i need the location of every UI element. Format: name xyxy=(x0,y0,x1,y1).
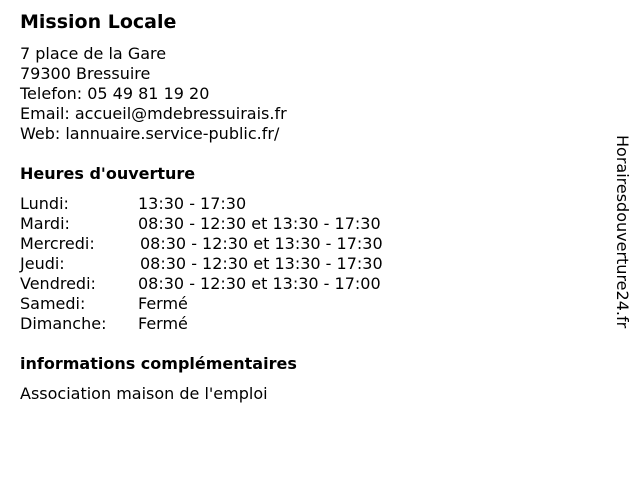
time-value: 13:30 - 17:30 xyxy=(138,194,247,213)
time-value: 08:30 - 12:30 et 13:30 - 17:30 xyxy=(138,214,381,233)
day-label: Mercredi: xyxy=(20,234,95,253)
phone-number: Telefon: 05 49 81 19 20 xyxy=(20,84,210,103)
day-label: Vendredi: xyxy=(20,274,96,293)
additional-info-text: Association maison de l'emploi xyxy=(20,384,268,403)
address-block xyxy=(20,44,287,144)
time-value: Fermé xyxy=(138,294,188,313)
street-address: 7 place de la Gare xyxy=(20,44,167,63)
additional-info-heading: informations complémentaires xyxy=(20,354,297,373)
day-label: Lundi: xyxy=(20,194,69,213)
time-value: 08:30 - 12:30 et 13:30 - 17:00 xyxy=(138,274,381,293)
time-value: 08:30 - 12:30 et 13:30 - 17:30 xyxy=(140,234,383,253)
time-value: Fermé xyxy=(138,314,188,333)
city-postal: 79300 Bressuire xyxy=(20,64,151,83)
day-label: Samedi: xyxy=(20,294,86,313)
opening-hours-heading: Heures d'ouverture xyxy=(20,164,196,183)
email-address: Email: accueil@mdebressuirais.fr xyxy=(20,104,287,123)
day-label: Dimanche: xyxy=(20,314,107,333)
site-watermark: Horairesdouverture24.fr xyxy=(613,135,632,329)
day-label: Jeudi: xyxy=(20,254,65,273)
time-value: 08:30 - 12:30 et 13:30 - 17:30 xyxy=(140,254,383,273)
day-label: Mardi: xyxy=(20,214,70,233)
website: Web: lannuaire.service-public.fr/ xyxy=(20,124,280,143)
page-title: Mission Locale xyxy=(20,11,177,33)
